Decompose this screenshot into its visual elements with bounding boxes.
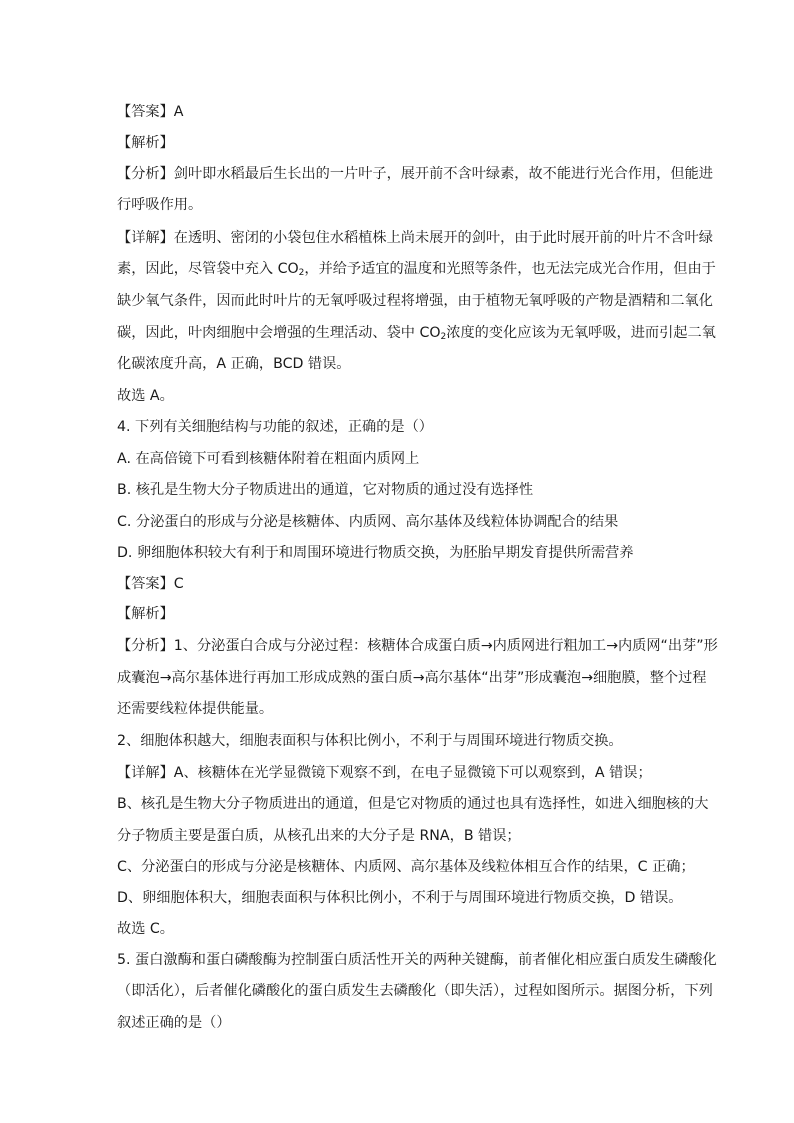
- q4-option-b: B. 核孔是生物大分子物质进出的通道，它对物质的通过没有选择性: [117, 482, 534, 498]
- q3-xiangjie-line-4: [117, 323, 716, 343]
- q4-fenxi-line-4: 2、细胞体积越大，细胞表面积与体积比例小，不利于与周围环境进行物质交换。: [117, 733, 623, 749]
- q3-xiangjie-line-2-part-a: 素，因此，尽管袋中充入 CO: [117, 261, 299, 277]
- q3-xiangjie-line-2: [117, 259, 716, 279]
- co2-subscript: 2: [440, 332, 447, 342]
- q4-fenxi-line-1: 【分析】1、分泌蛋白合成与分泌过程：核糖体合成蛋白质→内质网进行粗加工→内质网“出芽”形: [117, 638, 718, 654]
- q4-xiangjie-line-4: C、分泌蛋白的形成与分泌是核糖体、内质网、高尔基体及线粒体相互合作的结果，C 正确；: [117, 859, 695, 875]
- co2-subscript: 2: [298, 268, 305, 278]
- q3-xiangjie-line-4-part-b: 浓度的变化应该为无氧呼吸，进而引起二氧: [446, 325, 716, 341]
- q5-stem-line-3: 叙述正确的是（）: [117, 1015, 231, 1031]
- q3-fenxi-line-1: 【分析】剑叶即水稻最后生长出的一片叶子，展开前不含叶绿素，故不能进行光合作用，但能进: [117, 166, 713, 182]
- q4-xiangjie-line-5: D、卵细胞体积大，细胞表面积与体积比例小，不利于与周围环境进行物质交换，D 错误。: [117, 890, 683, 906]
- q3-conclusion: 故选 A。: [117, 388, 174, 404]
- q4-option-d: D. 卵细胞体积较大有利于和周围环境进行物质交换，为胚胎早期发育提供所需营养: [117, 545, 634, 561]
- q4-fenxi-line-3: 还需要线粒体提供能量。: [117, 701, 274, 717]
- q3-xiangjie-line-3: 缺少氧气条件，因而此时叶片的无氧呼吸过程将增强，由于植物无氧呼吸的产物是酒精和二氧化: [117, 293, 713, 309]
- q4-option-c: C. 分泌蛋白的形成与分泌是核糖体、内质网、高尔基体及线粒体协调配合的结果: [117, 514, 619, 530]
- q3-analysis-heading: 【解析】: [117, 135, 174, 151]
- q4-conclusion: 故选 C。: [117, 921, 174, 937]
- q4-xiangjie-line-1: 【详解】A、核糖体在光学显微镜下观察不到，在电子显微镜下可以观察到，A 错误；: [117, 765, 652, 781]
- q4-answer: 【答案】C: [117, 576, 184, 592]
- q3-xiangjie-line-2-part-b: ，并给予适宜的温度和光照等条件，也无法完成光合作用，但由于: [304, 261, 716, 277]
- q3-answer: 【答案】A: [117, 104, 184, 120]
- q4-analysis-heading: 【解析】: [117, 606, 174, 622]
- q5-stem-line-1: 5. 蛋白激酶和蛋白磷酸酶为控制蛋白质活性开关的两种关键酶，前者催化相应蛋白质发生磷酸化: [117, 952, 717, 968]
- q4-xiangjie-line-2: B、核孔是生物大分子物质进出的通道，但是它对物质的通过也具有选择性，如进入细胞核的大: [117, 796, 709, 812]
- q3-fenxi-line-2: 行呼吸作用。: [117, 197, 203, 213]
- q3-xiangjie-line-5: 化碳浓度升高，A 正确，BCD 错误。: [117, 356, 351, 372]
- q4-option-a: A. 在高倍镜下可看到核糖体附着在粗面内质网上: [117, 451, 420, 467]
- q3-xiangjie-line-4-part-a: 碳，因此，叶肉细胞中会增强的生理活动、袋中 CO: [117, 325, 441, 341]
- q5-stem-line-2: （即活化），后者催化磷酸化的蛋白质发生去磷酸化（即失活），过程如图所示。据图分析，下列: [117, 983, 713, 999]
- q4-xiangjie-line-3: 分子物质主要是蛋白质，从核孔出来的大分子是 RNA，B 错误；: [117, 828, 521, 844]
- q3-xiangjie-line-1: 【详解】在透明、密闭的小袋包住水稻植株上尚未展开的剑叶，由于此时展开前的叶片不含叶绿: [117, 230, 713, 246]
- q4-stem: 4. 下列有关细胞结构与功能的叙述，正确的是（）: [117, 419, 433, 435]
- q4-fenxi-line-2: 成囊泡→高尔基体进行再加工形成成熟的蛋白质→高尔基体“出芽”形成囊泡→细胞膜，整个过程: [117, 670, 707, 686]
